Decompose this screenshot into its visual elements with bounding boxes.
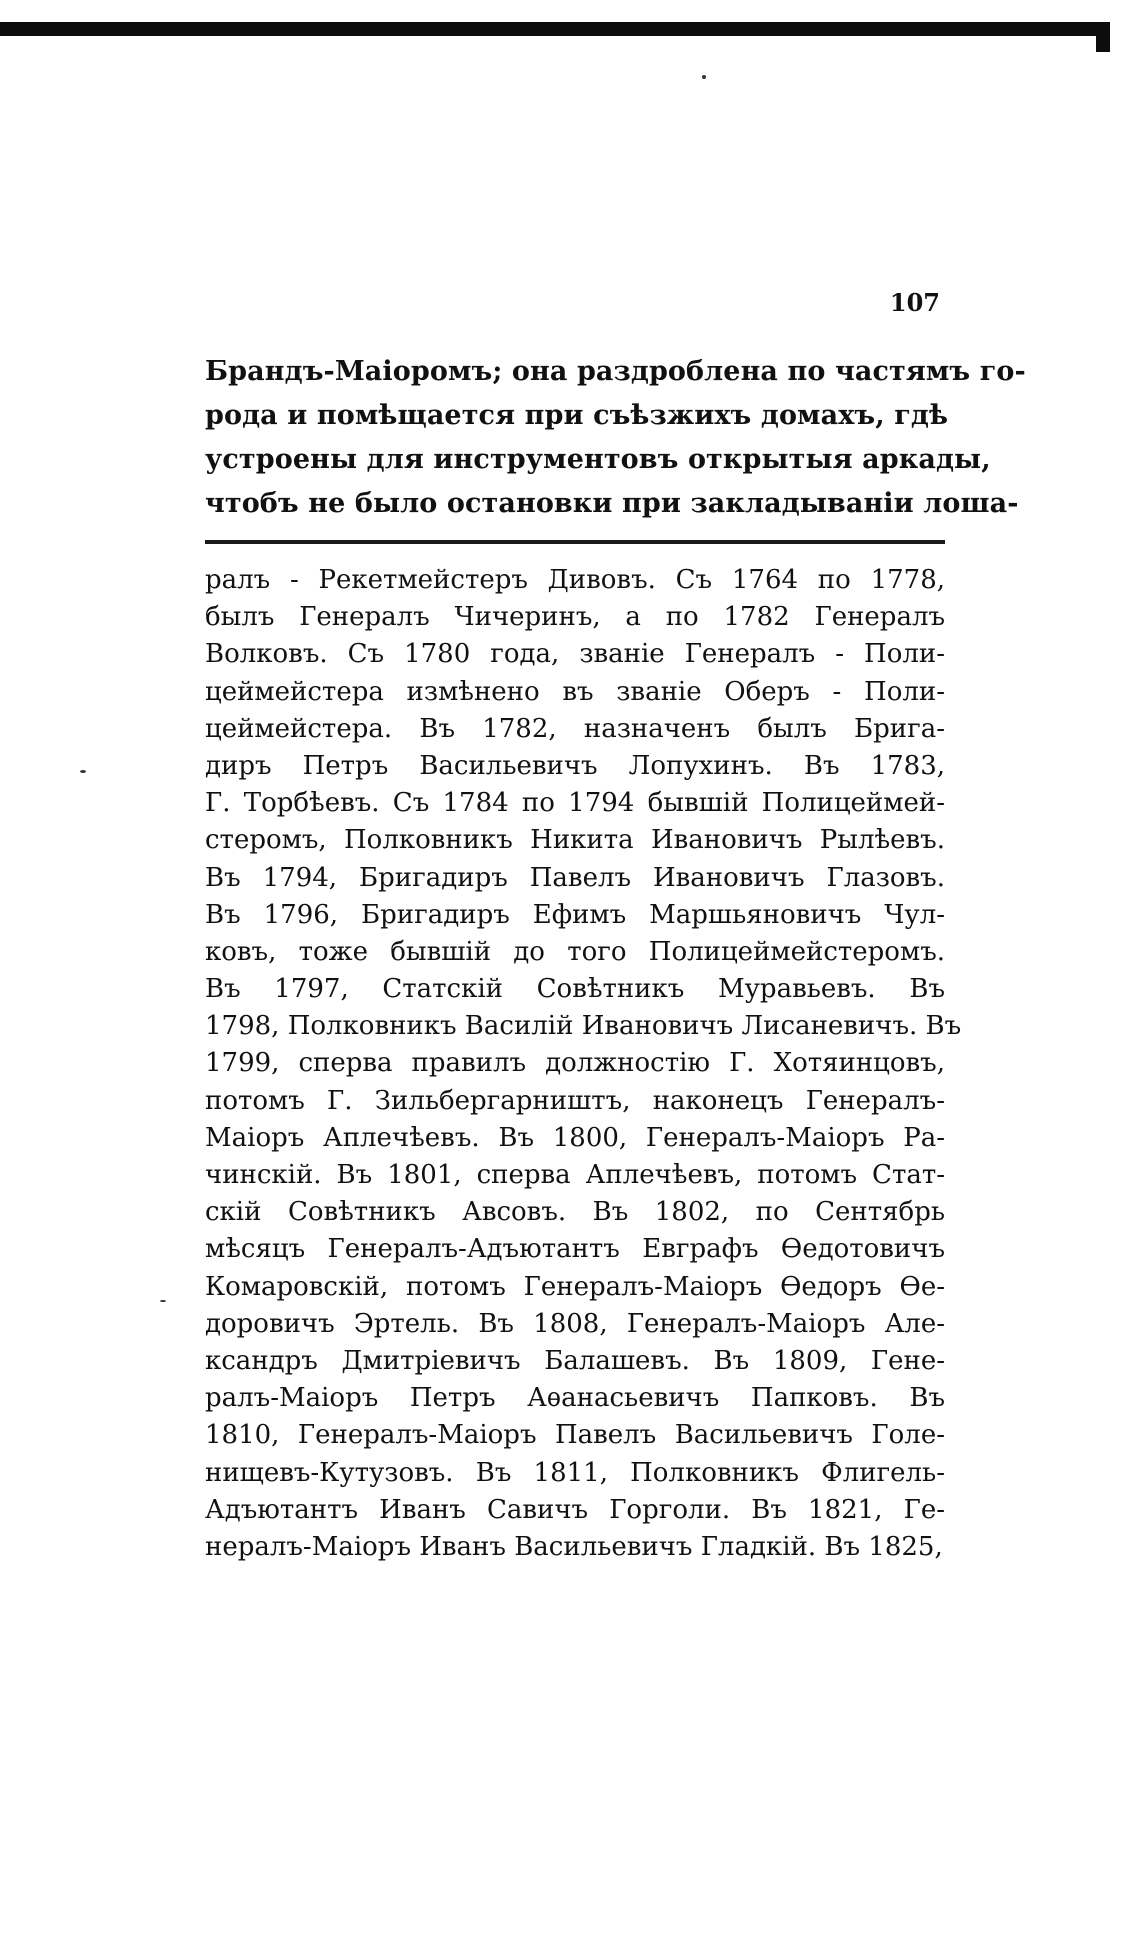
text-line: Въ 1797, Статскій Совѣтникъ Муравьевъ. Въ [205,974,945,1005]
scan-speck [80,770,86,773]
text-line: стеромъ, Полковникъ Никита Ивановичъ Рылѣевъ. [205,825,945,856]
section-divider-rule [205,540,945,544]
upper-text-block [205,350,1026,526]
text-line: чинскій. Въ 1801, сперва Аплечѣевъ, потомъ Стат- [205,1160,945,1190]
scan-top-border-corner [1096,22,1110,52]
text-line: рода и помѣщается при съѣзжихъ домахъ, гдѣ [205,400,949,431]
text-line: Адъютантъ Иванъ Савичъ Горголи. Въ 1821, Ге- [205,1494,945,1525]
page-number: 107 [889,288,940,317]
text-line: цеймейстера. Въ 1782, назначенъ былъ Брига- [205,713,945,744]
text-line: Брандъ-Маіоромъ; она раздроблена по частямъ го- [205,356,1026,387]
text-line: потомъ Г. Зильбергарништъ, наконецъ Генералъ- [205,1085,945,1116]
text-line: мѣсяцъ Генералъ-Адъютантъ Евграфъ Ѳедотовичъ [205,1234,945,1265]
text-line: ралъ-Маіоръ Петръ Аѳанасьевичъ Папковъ. Въ [205,1383,945,1414]
text-line: былъ Генералъ Чичеринъ, а по 1782 Генералъ [205,602,945,633]
text-line: диръ Петръ Васильевичъ Лопухинъ. Въ 1783, [205,750,945,781]
text-line: Въ 1794, Бригадиръ Павелъ Ивановичъ Глазовъ. [205,862,945,893]
text-line: нералъ-Маіоръ Иванъ Васильевичъ Гладкій. Въ 1825, [205,1531,943,1562]
scan-speck [702,75,706,79]
text-line: 1798, Полковникъ Василій Ивановичъ Лисаневичъ. Въ [205,1011,962,1042]
text-line: Въ 1796, Бригадиръ Ефимъ Маршьяновичъ Чул- [205,899,945,930]
text-line: доровичъ Эртель. Въ 1808, Генералъ-Маіоръ Але- [205,1308,945,1339]
text-line: 1799, сперва правилъ должностію Г. Хотяинцовъ, [205,1048,945,1079]
text-line: чтобъ не было остановки при закладываніи лоша- [205,488,1019,519]
text-line: цеймейстера измѣнено въ званіе Оберъ - Поли- [205,676,945,707]
lower-text-block [205,562,962,1566]
text-line: 1810, Генералъ-Маіоръ Павелъ Васильевичъ Голе- [205,1420,945,1451]
text-line: скій Совѣтникъ Авсовъ. Въ 1802, по Сентябрь [205,1197,945,1228]
text-line: ралъ - Рекетмейстеръ Дивовъ. Съ 1764 по 1778, [205,565,945,595]
text-line: Комаровскій, потомъ Генералъ-Маіоръ Ѳедоръ Ѳе- [205,1271,945,1302]
scan-top-border [0,22,1110,36]
text-line: Г. Торбѣевъ. Съ 1784 по 1794 бывшій Полицеймей- [205,788,945,819]
text-line: Волковъ. Съ 1780 года, званіе Генералъ - Поли- [205,639,945,670]
text-line: ксандръ Дмитріевичъ Балашевъ. Въ 1809, Гене- [205,1345,945,1376]
text-line: ковъ, тоже бывшій до того Полицеймейстеромъ. [205,936,945,967]
scan-speck [160,1300,166,1302]
text-line: нищевъ-Кутузовъ. Въ 1811, Полковникъ Флигель- [205,1457,945,1488]
text-line: устроены для инструментовъ открытыя аркады, [205,444,991,475]
text-line: Маіоръ Аплечѣевъ. Въ 1800, Генералъ-Маіоръ Ра- [205,1122,945,1153]
